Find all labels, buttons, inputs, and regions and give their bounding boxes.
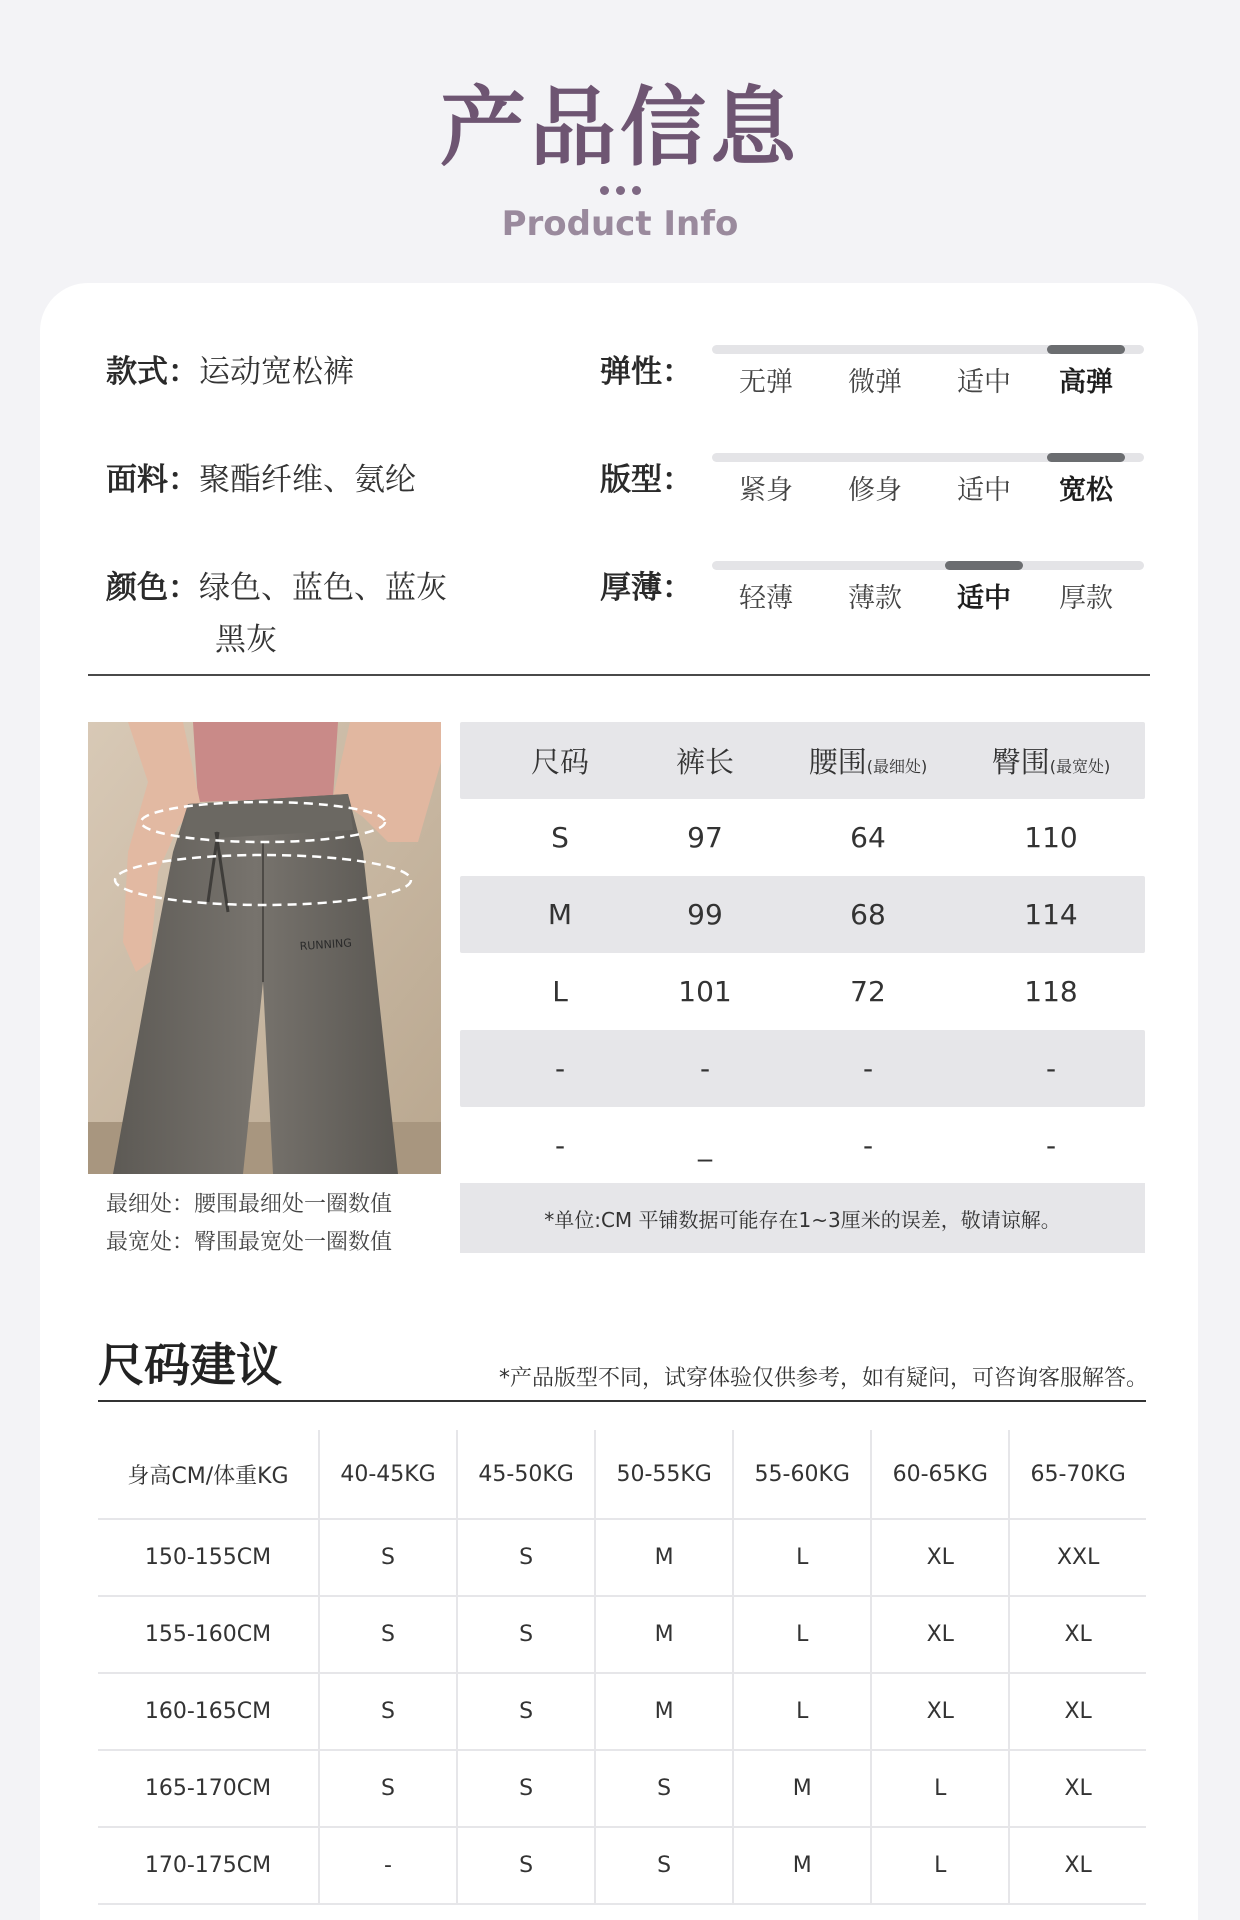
size-recommendation-divider xyxy=(98,1400,1146,1402)
scale-option: 修身 xyxy=(848,475,902,506)
header-waist-text: 腰围 xyxy=(808,745,867,779)
header-hip xyxy=(986,740,1116,781)
attr-style-value: 运动宽松裤 xyxy=(199,354,354,390)
table-row xyxy=(460,1030,1145,1107)
size-chart-table xyxy=(460,722,1145,1184)
cell-length: 97 xyxy=(687,821,723,854)
scale-elasticity-label: 弹性： xyxy=(600,354,693,390)
header-cell: 45-50KG xyxy=(457,1430,595,1519)
size-cell: XL xyxy=(1009,1673,1146,1750)
cell-length: 99 xyxy=(687,898,723,931)
scale-thickness-label: 厚薄： xyxy=(600,570,693,606)
header-cell: 50-55KG xyxy=(595,1430,733,1519)
cell-size: S xyxy=(551,821,569,854)
measurement-notes xyxy=(106,1186,446,1262)
cell-hip: - xyxy=(1045,1052,1057,1085)
header-cell: 40-45KG xyxy=(319,1430,457,1519)
attr-fabric xyxy=(106,455,576,505)
scale-option: 厚款 xyxy=(1059,583,1113,614)
size-recommendation-title: 尺码建议 xyxy=(98,1338,282,1392)
size-cell: S xyxy=(457,1596,595,1673)
attr-color xyxy=(106,563,576,613)
size-cell: XL xyxy=(1009,1596,1146,1673)
table-row xyxy=(98,1673,1146,1750)
scale-fit xyxy=(712,453,1144,506)
scale-indicator xyxy=(945,561,1023,570)
size-cell: XL xyxy=(871,1596,1009,1673)
scale-indicator xyxy=(1047,345,1125,354)
header-waist-sub: (最细处) xyxy=(866,757,928,776)
size-cell: M xyxy=(595,1596,733,1673)
size-cell: M xyxy=(595,1673,733,1750)
scale-option: 无弹 xyxy=(739,367,793,398)
page-subtitle: Product Info xyxy=(501,204,739,244)
cell-length: 101 xyxy=(678,975,732,1008)
size-chart-footnote: *单位:CM 平铺数据可能存在1~3厘米的误差，敬请谅解。 xyxy=(460,1183,1145,1253)
page-title: 产品信息 xyxy=(440,78,800,178)
size-cell: S xyxy=(595,1750,733,1827)
size-cell: XL xyxy=(871,1673,1009,1750)
header-hip-sub: (最宽处) xyxy=(1049,757,1111,776)
header-hip-text: 臀围 xyxy=(991,745,1050,779)
pants-print-text: RUNNING xyxy=(299,936,353,953)
header-cell: 55-60KG xyxy=(733,1430,871,1519)
header-cell: 65-70KG xyxy=(1009,1430,1146,1519)
size-cell: L xyxy=(733,1596,871,1673)
title-dots-decoration xyxy=(0,186,1240,195)
height-cell: 160-165CM xyxy=(98,1673,319,1750)
table-row xyxy=(460,799,1145,876)
scale-option: 轻薄 xyxy=(739,583,793,614)
scale-thickness xyxy=(712,561,1144,614)
scale-option: 高弹 xyxy=(1059,367,1113,398)
height-cell: 170-175CM xyxy=(98,1827,319,1904)
header-size: 尺码 xyxy=(530,745,589,779)
height-cell: 165-170CM xyxy=(98,1750,319,1827)
size-cell: S xyxy=(457,1827,595,1904)
cell-hip: 118 xyxy=(1024,975,1078,1008)
cell-waist: 64 xyxy=(850,821,886,854)
size-cell: S xyxy=(319,1596,457,1673)
cell-size: M xyxy=(547,898,573,931)
size-chart-header xyxy=(460,722,1145,799)
header-waist xyxy=(750,740,986,781)
scale-options xyxy=(712,471,1144,511)
size-cell: M xyxy=(595,1519,733,1596)
scale-elasticity xyxy=(712,345,1144,398)
size-cell: L xyxy=(733,1519,871,1596)
scale-option: 紧身 xyxy=(739,475,793,506)
size-cell: L xyxy=(871,1750,1009,1827)
size-cell: L xyxy=(871,1827,1009,1904)
height-cell: 150-155CM xyxy=(98,1519,319,1596)
size-cell: XL xyxy=(1009,1827,1146,1904)
cell-waist: - xyxy=(862,1129,874,1162)
cell-waist: - xyxy=(862,1052,874,1085)
attr-style xyxy=(106,347,576,397)
scale-option: 适中 xyxy=(957,475,1011,506)
scale-option: 适中 xyxy=(957,583,1011,614)
scale-options xyxy=(712,363,1144,403)
header-length: 裤长 xyxy=(675,745,734,779)
table-row xyxy=(98,1750,1146,1827)
size-cell: S xyxy=(457,1750,595,1827)
scale-option: 薄款 xyxy=(848,583,902,614)
attr-color-value-line2: 黑灰 xyxy=(215,622,277,658)
table-row xyxy=(98,1519,1146,1596)
table-row xyxy=(460,953,1145,1030)
cell-hip: 110 xyxy=(1024,821,1078,854)
pants-illustration xyxy=(88,722,441,1174)
size-cell: S xyxy=(457,1673,595,1750)
table-row xyxy=(98,1827,1146,1904)
size-cell: S xyxy=(319,1750,457,1827)
size-recommendation-table xyxy=(98,1430,1146,1905)
scale-option: 适中 xyxy=(957,367,1011,398)
scale-options xyxy=(712,579,1144,619)
cell-waist: 72 xyxy=(850,975,886,1008)
scale-fit-label: 版型： xyxy=(600,462,693,498)
product-photo xyxy=(88,722,441,1174)
size-cell: M xyxy=(733,1827,871,1904)
attr-color-label: 颜色： xyxy=(106,570,199,606)
table-row xyxy=(460,1107,1145,1184)
scale-indicator xyxy=(1047,453,1125,462)
size-cell: S xyxy=(319,1673,457,1750)
cell-size: - xyxy=(554,1129,566,1162)
attr-fabric-label: 面料： xyxy=(106,462,199,498)
table-header-row xyxy=(98,1430,1146,1519)
scale-option: 宽松 xyxy=(1059,475,1113,506)
measurement-note-narrowest: 最细处：腰围最细处一圈数值 xyxy=(106,1192,393,1217)
table-row xyxy=(98,1596,1146,1673)
size-cell: - xyxy=(319,1827,457,1904)
cell-hip: 114 xyxy=(1024,898,1078,931)
cell-waist: 68 xyxy=(850,898,886,931)
attr-fabric-value: 聚酯纤维、氨纶 xyxy=(199,462,416,498)
size-cell: XL xyxy=(1009,1750,1146,1827)
measurement-note-widest: 最宽处：臀围最宽处一圈数值 xyxy=(106,1230,393,1255)
attr-color-value: 绿色、蓝色、蓝灰 xyxy=(199,570,447,606)
size-cell: S xyxy=(319,1519,457,1596)
cell-hip: - xyxy=(1045,1129,1057,1162)
size-cell: S xyxy=(595,1827,733,1904)
header-cell: 60-65KG xyxy=(871,1430,1009,1519)
table-row xyxy=(460,876,1145,953)
section-divider xyxy=(88,674,1150,676)
size-cell: XL xyxy=(871,1519,1009,1596)
cell-size: L xyxy=(552,975,568,1008)
attr-style-label: 款式： xyxy=(106,354,199,390)
cell-length: _ xyxy=(698,1129,712,1162)
scale-option: 微弹 xyxy=(848,367,902,398)
scale-track xyxy=(712,561,1144,570)
size-cell: M xyxy=(733,1750,871,1827)
height-cell: 155-160CM xyxy=(98,1596,319,1673)
size-recommendation-note: *产品版型不同，试穿体验仅供参考，如有疑问，可咨询客服解答。 xyxy=(498,1366,1148,1391)
size-cell: S xyxy=(457,1519,595,1596)
header-cell: 身高CM/体重KG xyxy=(98,1430,319,1519)
size-cell: L xyxy=(733,1673,871,1750)
cell-length: - xyxy=(699,1052,711,1085)
size-cell: XXL xyxy=(1009,1519,1146,1596)
cell-size: - xyxy=(554,1052,566,1085)
